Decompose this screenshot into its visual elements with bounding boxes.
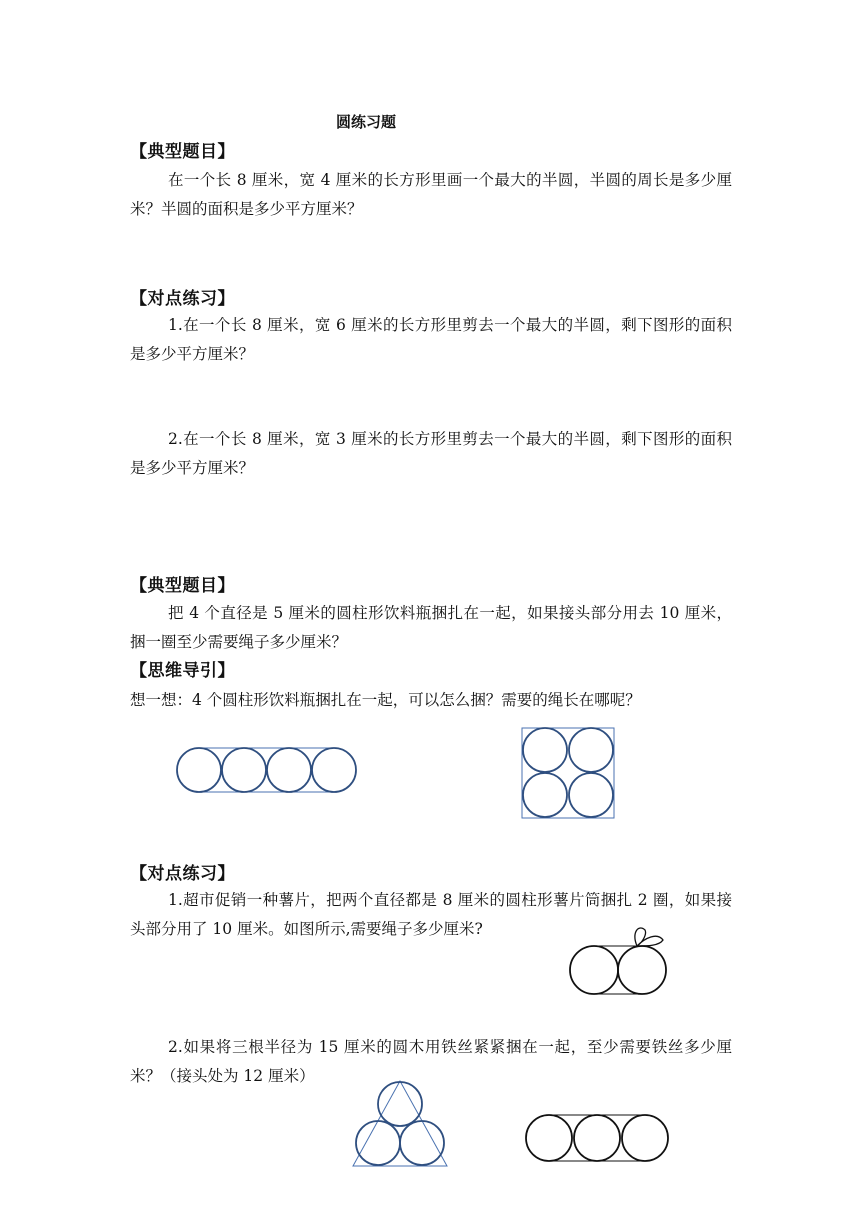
three-circles-row-diagram [523, 1110, 671, 1166]
section-heading-typical-2: 【典型题目】 [130, 576, 235, 596]
triangle-circle-left [356, 1121, 400, 1165]
circle-square-4 [569, 773, 613, 817]
triangle-circle-top [378, 1082, 422, 1126]
four-circles-row-diagram [170, 740, 365, 800]
practice-1-question-1: 1.在一个长 8 厘米，宽 6 厘米的长方形里剪去一个最大的半圆，剩下图形的面积是多少平方厘米？ [130, 316, 732, 363]
typical-problem-1-text: 在一个长 8 厘米，宽 4 厘米的长方形里画一个最大的半圆，半圆的周长是多少厘米？半圆的面积是多少平方厘米？ [130, 171, 732, 218]
section-heading-typical-1: 【典型题目】 [130, 142, 235, 162]
practice-1-question-2: 2.在一个长 8 厘米，宽 3 厘米的长方形里剪去一个最大的半圆，剩下图形的面积是多少平方厘米？ [130, 430, 732, 477]
cylinder-circle-1 [570, 946, 618, 994]
practice-2-question-1: 1.超市促销一种薯片，把两个直径都是 8 厘米的圆柱形薯片筒捆扎 2 圈，如果接头部分用了 10 厘米。如图所示,需要绳子多少厘米? [130, 891, 732, 938]
circle-row-3 [267, 748, 311, 792]
row3-circle-3 [622, 1115, 668, 1161]
row3-circle-1 [526, 1115, 572, 1161]
section-heading-practice-2: 【对点练习】 [130, 864, 235, 884]
two-cylinders-bow-diagram [565, 920, 675, 1000]
thinking-guide-text: 想一想：4 个圆柱形饮料瓶捆扎在一起，可以怎么捆？需要的绳长在哪呢？ [130, 691, 641, 709]
row3-circle-2 [574, 1115, 620, 1161]
circle-square-3 [523, 773, 567, 817]
section-heading-thinking-guide: 【思维导引】 [130, 661, 235, 681]
circle-square-1 [523, 728, 567, 772]
practice-2-question-2: 2.如果将三根半径为 15 厘米的圆木用铁丝紧紧捆在一起，至少需要铁丝多少厘米？（接头处为 12 厘米） [130, 1038, 732, 1085]
circle-row-4 [312, 748, 356, 792]
circle-row-1 [177, 748, 221, 792]
circle-row-2 [222, 748, 266, 792]
circle-square-2 [569, 728, 613, 772]
four-circles-square-diagram [518, 724, 618, 820]
page-title: 圆练习题 [335, 113, 396, 131]
triangle-circle-right [400, 1121, 444, 1165]
cylinder-circle-2 [618, 946, 666, 994]
section-heading-practice-1: 【对点练习】 [130, 289, 235, 309]
typical-problem-2-text: 把 4 个直径是 5 厘米的圆柱形饮料瓶捆扎在一起，如果接头部分用去 10 厘米，捆一圈至少需要绳子多少厘米？ [130, 604, 732, 651]
bow-icon [635, 928, 663, 946]
three-circles-triangle-diagram [350, 1078, 450, 1170]
